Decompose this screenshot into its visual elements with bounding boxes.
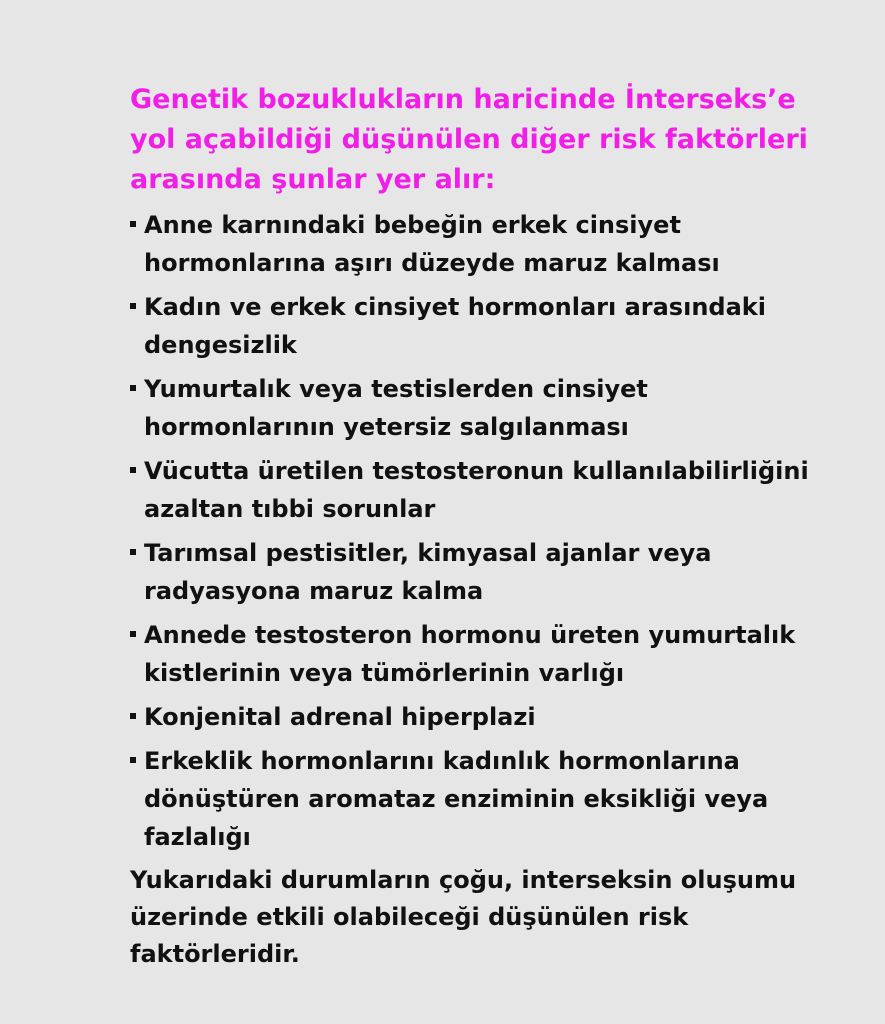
square-bullet-icon [130,549,136,555]
article-body [130,80,810,973]
list-item [130,742,810,856]
list-item-text: Tarımsal pestisitler, kimyasal ajanlar veya radyasyona maruz kalma [144,539,712,605]
list-item-text: Yumurtalık veya testislerden cinsiyet hormonlarının yetersiz salgılanması [144,375,648,441]
list-item [130,370,810,446]
square-bullet-icon [130,757,136,763]
risk-factor-list [130,206,810,856]
square-bullet-icon [130,303,136,309]
square-bullet-icon [130,385,136,391]
list-item-text: Konjenital adrenal hiperplazi [144,703,536,731]
list-item [130,698,810,736]
square-bullet-icon [130,467,136,473]
heading: Genetik bozuklukların haricinde İnterseks’e yol açabildiği düşünülen diğer risk faktörleri arasında şunlar yer alır: [130,84,808,195]
list-item [130,616,810,692]
list-item-text: Annede testosteron hormonu üreten yumurtalık kistlerinin veya tümörlerinin varlığı [144,621,796,687]
list-item-text: Kadın ve erkek cinsiyet hormonları arasındaki dengesizlik [144,293,766,359]
square-bullet-icon [130,221,136,227]
list-item [130,452,810,528]
conclusion-text: Yukarıdaki durumların çoğu, interseksin oluşumu üzerinde etkili olabileceği düşünülen risk faktörleridir. [130,866,797,968]
square-bullet-icon [130,631,136,637]
list-item [130,206,810,282]
list-item-text: Erkeklik hormonlarını kadınlık hormonlarına dönüştüren aromataz enziminin eksikliği veya fazlalığı [144,747,769,851]
list-item [130,288,810,364]
square-bullet-icon [130,713,136,719]
list-item-text: Vücutta üretilen testosteronun kullanılabilirliğini azaltan tıbbi sorunlar [144,457,809,523]
list-item [130,534,810,610]
list-item-text: Anne karnındaki bebeğin erkek cinsiyet hormonlarına aşırı düzeyde maruz kalması [144,211,720,277]
